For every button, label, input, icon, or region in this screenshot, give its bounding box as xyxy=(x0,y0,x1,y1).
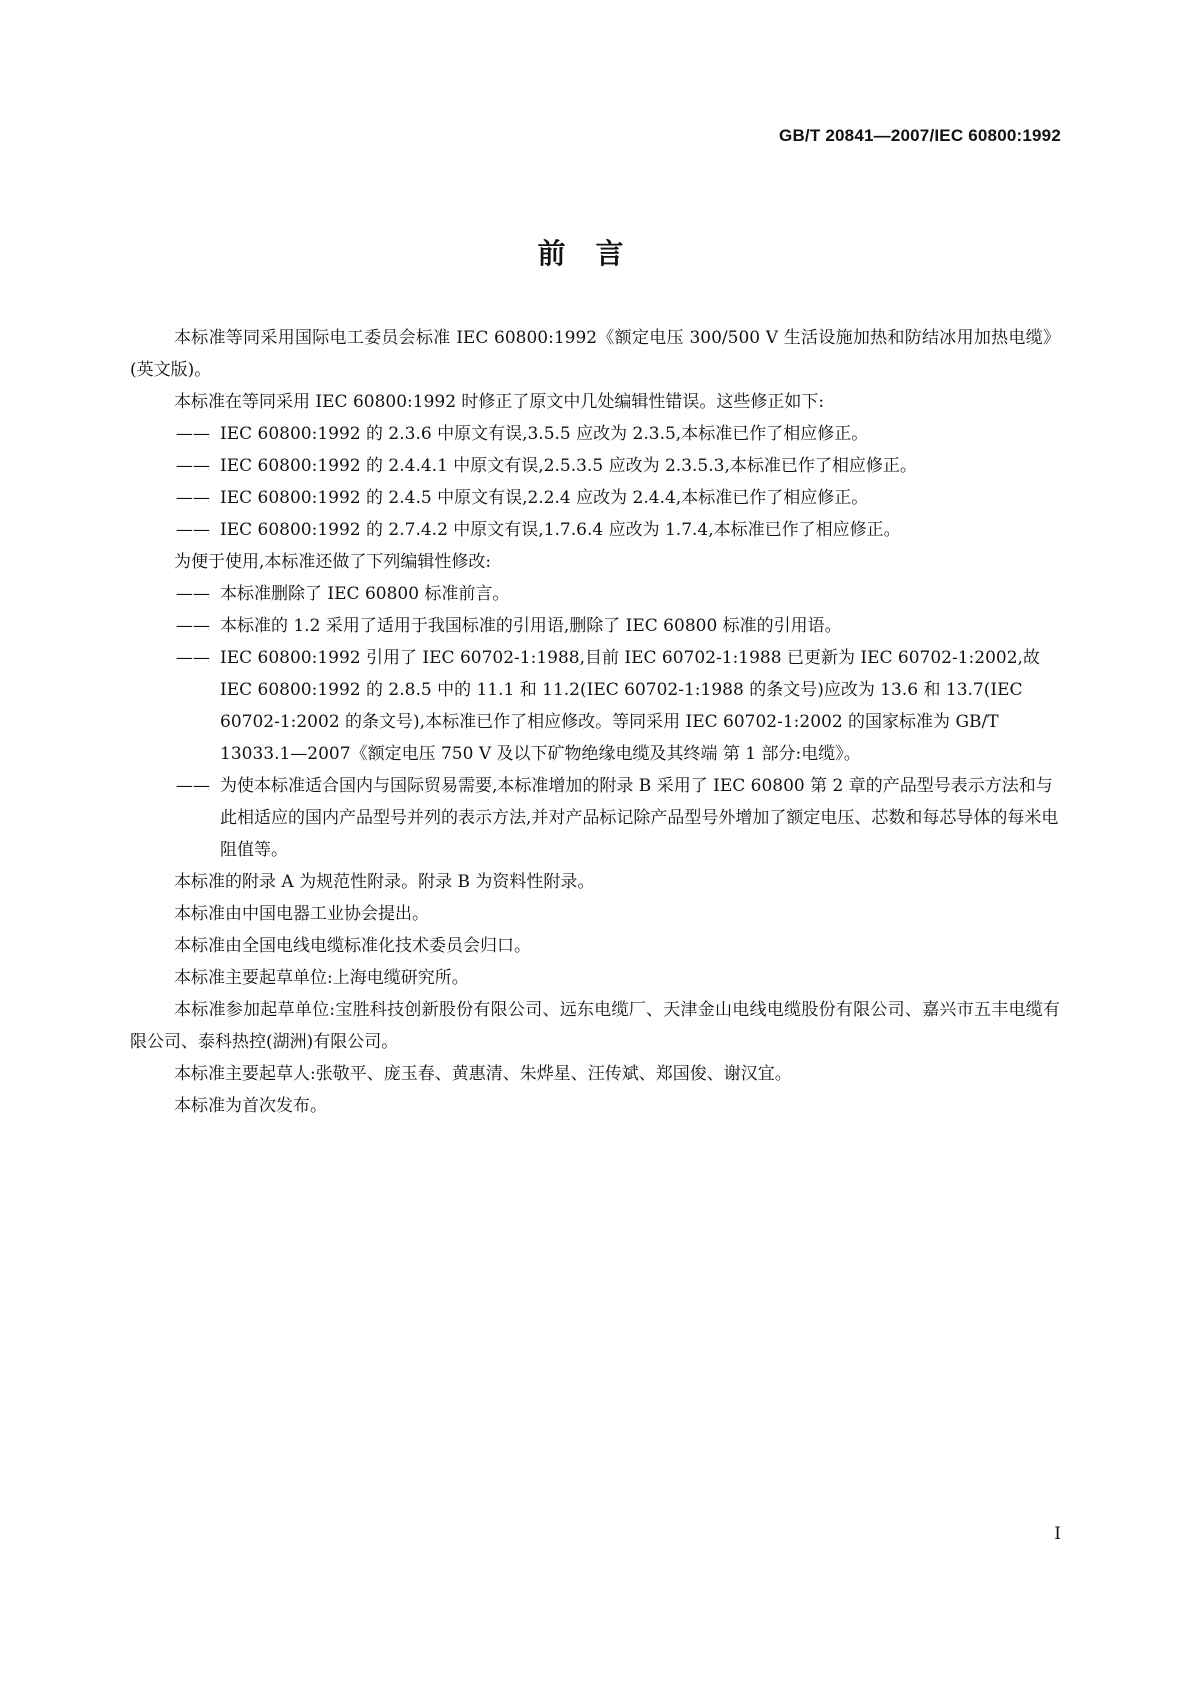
correction-text: IEC 60800:1992 的 2.7.4.2 中原文有误,1.7.6.4 应改为 1.7.4,本标准已作了相应修正。 xyxy=(220,520,901,540)
correction-text: IEC 60800:1992 的 2.3.6 中原文有误,3.5.5 应改为 2.3.5,本标准已作了相应修正。 xyxy=(220,424,869,444)
dash-marker: —— xyxy=(176,520,210,540)
paragraph-drafters: 本标准主要起草人:张敬平、庞玉春、黄惠清、朱烨星、汪传斌、郑国俊、谢汉宜。 xyxy=(174,1064,792,1084)
dash-marker: —— xyxy=(176,776,210,796)
paragraph-first-release: 本标准为首次发布。 xyxy=(174,1096,327,1116)
paragraph-adoption: 本标准等同采用国际电工委员会标准 IEC 60800:1992《额定电压 300/500 V 生活设施加热和防结冰用加热电缆》(英文版)。 xyxy=(130,328,1060,380)
dash-marker: —— xyxy=(176,488,210,508)
edit-text: 本标准的 1.2 采用了适用于我国标准的引用语,删除了 IEC 60800 标准的引用语。 xyxy=(220,616,842,636)
standard-number-header: GB/T 20841—2007/IEC 60800:1992 xyxy=(779,126,1061,145)
dash-marker: —— xyxy=(176,424,210,444)
list-item xyxy=(130,770,1060,866)
list-item xyxy=(130,578,1060,610)
list-item xyxy=(130,642,1060,770)
correction-text: IEC 60800:1992 的 2.4.4.1 中原文有误,2.5.3.5 应改为 2.3.5.3,本标准已作了相应修正。 xyxy=(220,456,917,476)
correction-text: IEC 60800:1992 的 2.4.5 中原文有误,2.2.4 应改为 2.4.4,本标准已作了相应修正。 xyxy=(220,488,869,508)
list-item xyxy=(130,610,1060,642)
edit-text: IEC 60800:1992 引用了 IEC 60702-1:1988,目前 IEC 60702-1:1988 已更新为 IEC 60702-1:2002,故 IEC 60800:1992 的 2.8.5 中的 11.1 和 11.2(IEC 60702-1:1988 的条文号)应改为 13.6 和 13.7(IEC 60702-1:2002 的条文号),本标准已作了相应修改。等同采用 IEC 60702-1:2002 的国家标准为 GB/T 13033.1—2007《额定电压 750 V 及以下矿物绝缘电缆及其终端 第 1 部分:电缆》。 xyxy=(220,648,1040,764)
list-item xyxy=(130,482,1060,514)
dash-marker: —— xyxy=(176,616,210,636)
edit-text: 本标准删除了 IEC 60800 标准前言。 xyxy=(220,584,510,604)
dash-marker: —— xyxy=(176,456,210,476)
dash-marker: —— xyxy=(176,584,210,604)
list-item xyxy=(130,450,1060,482)
paragraph-corrections-intro: 本标准在等同采用 IEC 60800:1992 时修正了原文中几处编辑性错误。这些修正如下: xyxy=(174,392,825,412)
paragraph-main-drafter: 本标准主要起草单位:上海电缆研究所。 xyxy=(174,968,469,988)
edit-text: 为使本标准适合国内与国际贸易需要,本标准增加的附录 B 采用了 IEC 60800 第 2 章的产品型号表示方法和与此相适应的国内产品型号并列的表示方法,并对产品标记除产品型号外增加了额定电压、芯数和每芯导体的每米电阻值等。 xyxy=(220,776,1059,860)
page-number: I xyxy=(1054,1524,1061,1544)
paragraph-proposer: 本标准由中国电器工业协会提出。 xyxy=(174,904,429,924)
list-item xyxy=(130,514,1060,546)
paragraph-participating-drafters: 本标准参加起草单位:宝胜科技创新股份有限公司、远东电缆厂、天津金山电线电缆股份有限公司、嘉兴市五丰电缆有限公司、泰科热控(湖洲)有限公司。 xyxy=(130,1000,1060,1052)
document-body xyxy=(130,322,1060,1122)
paragraph-annexes: 本标准的附录 A 为规范性附录。附录 B 为资料性附录。 xyxy=(174,872,595,892)
page-title: 前言 xyxy=(537,237,654,270)
paragraph-edits-intro: 为便于使用,本标准还做了下列编辑性修改: xyxy=(174,552,492,572)
list-item xyxy=(130,418,1060,450)
dash-marker: —— xyxy=(176,648,210,668)
paragraph-committee: 本标准由全国电线电缆标准化技术委员会归口。 xyxy=(174,936,531,956)
